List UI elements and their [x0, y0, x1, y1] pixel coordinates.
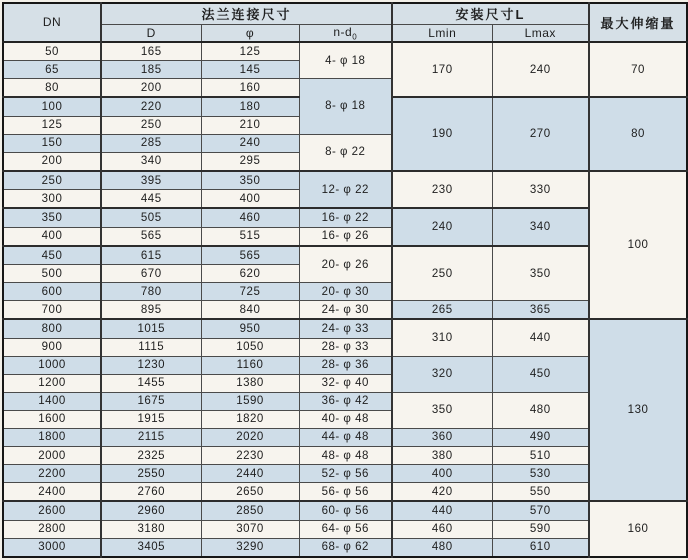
- cell: 80: [589, 97, 687, 171]
- cell: 1200: [3, 374, 101, 392]
- cell: 250: [101, 116, 201, 134]
- cell: 350: [3, 208, 101, 227]
- cell: 60- φ 56: [299, 501, 392, 520]
- cell: 220: [101, 97, 201, 116]
- cell: 800: [3, 319, 101, 338]
- table-row: [3, 428, 687, 446]
- cell: 1455: [101, 374, 201, 392]
- header-col-d: D: [101, 24, 201, 42]
- cell: 1915: [101, 410, 201, 428]
- cell: 615: [101, 246, 201, 265]
- cell: 460: [201, 208, 299, 227]
- table-row: [3, 42, 687, 61]
- cell: 3000: [3, 538, 101, 557]
- cell: 1230: [101, 356, 201, 374]
- header-install-group: 安装尺寸L: [392, 3, 589, 24]
- cell: 450: [492, 356, 589, 392]
- header-row-subcolumns: [3, 24, 687, 42]
- cell: 150: [3, 134, 101, 152]
- cell: 350: [201, 171, 299, 190]
- cell: 505: [101, 208, 201, 227]
- cell: 600: [3, 283, 101, 301]
- cell: 125: [201, 42, 299, 61]
- header-flange-group: 法兰连接尺寸: [101, 3, 392, 24]
- cell: 145: [201, 61, 299, 79]
- cell: 2650: [201, 483, 299, 502]
- table-row: [3, 392, 687, 410]
- cell: 670: [101, 265, 201, 283]
- cell: 365: [492, 301, 589, 320]
- cell: 2550: [101, 465, 201, 483]
- table-row: [3, 446, 687, 464]
- flange-dimension-table: [2, 2, 688, 558]
- table-row: [3, 520, 687, 538]
- cell: 570: [492, 501, 589, 520]
- cell: 300: [3, 190, 101, 209]
- cell: 2960: [101, 501, 201, 520]
- cell: 395: [101, 171, 201, 190]
- cell: 490: [492, 428, 589, 446]
- cell: 68- φ 62: [299, 538, 392, 557]
- cell: 840: [201, 301, 299, 320]
- cell: 3180: [101, 520, 201, 538]
- cell: 125: [3, 116, 101, 134]
- cell: 40- φ 48: [299, 410, 392, 428]
- cell: 240: [392, 208, 492, 245]
- cell: 80: [3, 79, 101, 98]
- cell: 530: [492, 465, 589, 483]
- header-col-nd0: [299, 24, 392, 42]
- cell: 240: [201, 134, 299, 152]
- cell: 28- φ 36: [299, 356, 392, 374]
- cell: 1000: [3, 356, 101, 374]
- table-row: [3, 208, 687, 227]
- cell: 310: [392, 319, 492, 356]
- cell: 330: [492, 171, 589, 208]
- table-header: [3, 3, 687, 42]
- cell: 2800: [3, 520, 101, 538]
- cell: 190: [392, 97, 492, 171]
- cell: 16- φ 22: [299, 208, 392, 227]
- cell: 440: [492, 319, 589, 356]
- cell: 24- φ 33: [299, 319, 392, 338]
- cell: 1050: [201, 338, 299, 356]
- cell: 170: [392, 42, 492, 98]
- cell: 380: [392, 446, 492, 464]
- header-dn: DN: [3, 3, 101, 42]
- cell: 285: [101, 134, 201, 152]
- cell: 480: [392, 538, 492, 557]
- table-body: [3, 42, 687, 557]
- cell: 100: [3, 97, 101, 116]
- cell: 950: [201, 319, 299, 338]
- cell: 2000: [3, 446, 101, 464]
- cell: 200: [3, 152, 101, 171]
- cell: 340: [101, 152, 201, 171]
- cell: 510: [492, 446, 589, 464]
- header-col-lmin: Lmin: [392, 24, 492, 42]
- cell: 265: [392, 301, 492, 320]
- cell: 3405: [101, 538, 201, 557]
- cell: 24- φ 30: [299, 301, 392, 320]
- cell: 1820: [201, 410, 299, 428]
- cell: 70: [589, 42, 687, 98]
- cell: 1115: [101, 338, 201, 356]
- cell: 28- φ 33: [299, 338, 392, 356]
- cell: 780: [101, 283, 201, 301]
- cell: 44- φ 48: [299, 428, 392, 446]
- cell: 250: [392, 246, 492, 301]
- cell: 620: [201, 265, 299, 283]
- cell: 2230: [201, 446, 299, 464]
- cell: 16- φ 26: [299, 227, 392, 246]
- cell: 2400: [3, 483, 101, 502]
- cell: 2020: [201, 428, 299, 446]
- cell: 610: [492, 538, 589, 557]
- cell: 725: [201, 283, 299, 301]
- cell: 565: [201, 246, 299, 265]
- cell: 2600: [3, 501, 101, 520]
- cell: 445: [101, 190, 201, 209]
- cell: 1590: [201, 392, 299, 410]
- cell: 1160: [201, 356, 299, 374]
- cell: 56- φ 56: [299, 483, 392, 502]
- cell: 2760: [101, 483, 201, 502]
- cell: 2325: [101, 446, 201, 464]
- cell: 1800: [3, 428, 101, 446]
- cell: 500: [3, 265, 101, 283]
- cell: 295: [201, 152, 299, 171]
- cell: 895: [101, 301, 201, 320]
- cell: 450: [3, 246, 101, 265]
- cell: 8- φ 18: [299, 79, 392, 135]
- cell: 515: [201, 227, 299, 246]
- cell: 4- φ 18: [299, 42, 392, 79]
- table-row: [3, 465, 687, 483]
- cell: 550: [492, 483, 589, 502]
- cell: 1015: [101, 319, 201, 338]
- cell: 180: [201, 97, 299, 116]
- cell: 350: [392, 392, 492, 428]
- cell: 2440: [201, 465, 299, 483]
- cell: 12- φ 22: [299, 171, 392, 208]
- cell: 2115: [101, 428, 201, 446]
- table-row: [3, 319, 687, 338]
- header-col-phi: φ: [201, 24, 299, 42]
- header-max-expansion: 最大伸缩量: [589, 3, 687, 42]
- cell: 590: [492, 520, 589, 538]
- cell: 320: [392, 356, 492, 392]
- cell: 2850: [201, 501, 299, 520]
- cell: 400: [201, 190, 299, 209]
- table-row: [3, 483, 687, 502]
- cell: 1400: [3, 392, 101, 410]
- cell: 48- φ 48: [299, 446, 392, 464]
- cell: 400: [392, 465, 492, 483]
- cell: 2200: [3, 465, 101, 483]
- cell: 3290: [201, 538, 299, 557]
- cell: 20- φ 30: [299, 283, 392, 301]
- cell: 210: [201, 116, 299, 134]
- cell: 100: [589, 171, 687, 320]
- cell: 50: [3, 42, 101, 61]
- cell: 480: [492, 392, 589, 428]
- table-row: [3, 538, 687, 557]
- cell: 230: [392, 171, 492, 208]
- cell: 900: [3, 338, 101, 356]
- cell: 420: [392, 483, 492, 502]
- cell: 340: [492, 208, 589, 245]
- cell: 1600: [3, 410, 101, 428]
- cell: 460: [392, 520, 492, 538]
- cell: 700: [3, 301, 101, 320]
- table-row: [3, 301, 687, 320]
- table-row: [3, 246, 687, 265]
- table-row: [3, 171, 687, 190]
- nd-subscript: 0: [352, 31, 358, 41]
- table-row: [3, 501, 687, 520]
- cell: 250: [3, 171, 101, 190]
- cell: 52- φ 56: [299, 465, 392, 483]
- cell: 3070: [201, 520, 299, 538]
- header-row-groups: [3, 3, 687, 24]
- cell: 160: [589, 501, 687, 557]
- cell: 350: [492, 246, 589, 301]
- cell: 160: [201, 79, 299, 98]
- cell: 565: [101, 227, 201, 246]
- cell: 36- φ 42: [299, 392, 392, 410]
- cell: 185: [101, 61, 201, 79]
- cell: 1675: [101, 392, 201, 410]
- cell: 130: [589, 319, 687, 501]
- table-row: [3, 356, 687, 374]
- nd-base: n-d: [333, 24, 353, 39]
- cell: 1380: [201, 374, 299, 392]
- cell: 8- φ 22: [299, 134, 392, 171]
- cell: 200: [101, 79, 201, 98]
- cell: 64- φ 56: [299, 520, 392, 538]
- cell: 240: [492, 42, 589, 98]
- header-col-lmax: Lmax: [492, 24, 589, 42]
- cell: 32- φ 40: [299, 374, 392, 392]
- cell: 440: [392, 501, 492, 520]
- cell: 65: [3, 61, 101, 79]
- cell: 20- φ 26: [299, 246, 392, 283]
- cell: 360: [392, 428, 492, 446]
- cell: 165: [101, 42, 201, 61]
- cell: 270: [492, 97, 589, 171]
- cell: 400: [3, 227, 101, 246]
